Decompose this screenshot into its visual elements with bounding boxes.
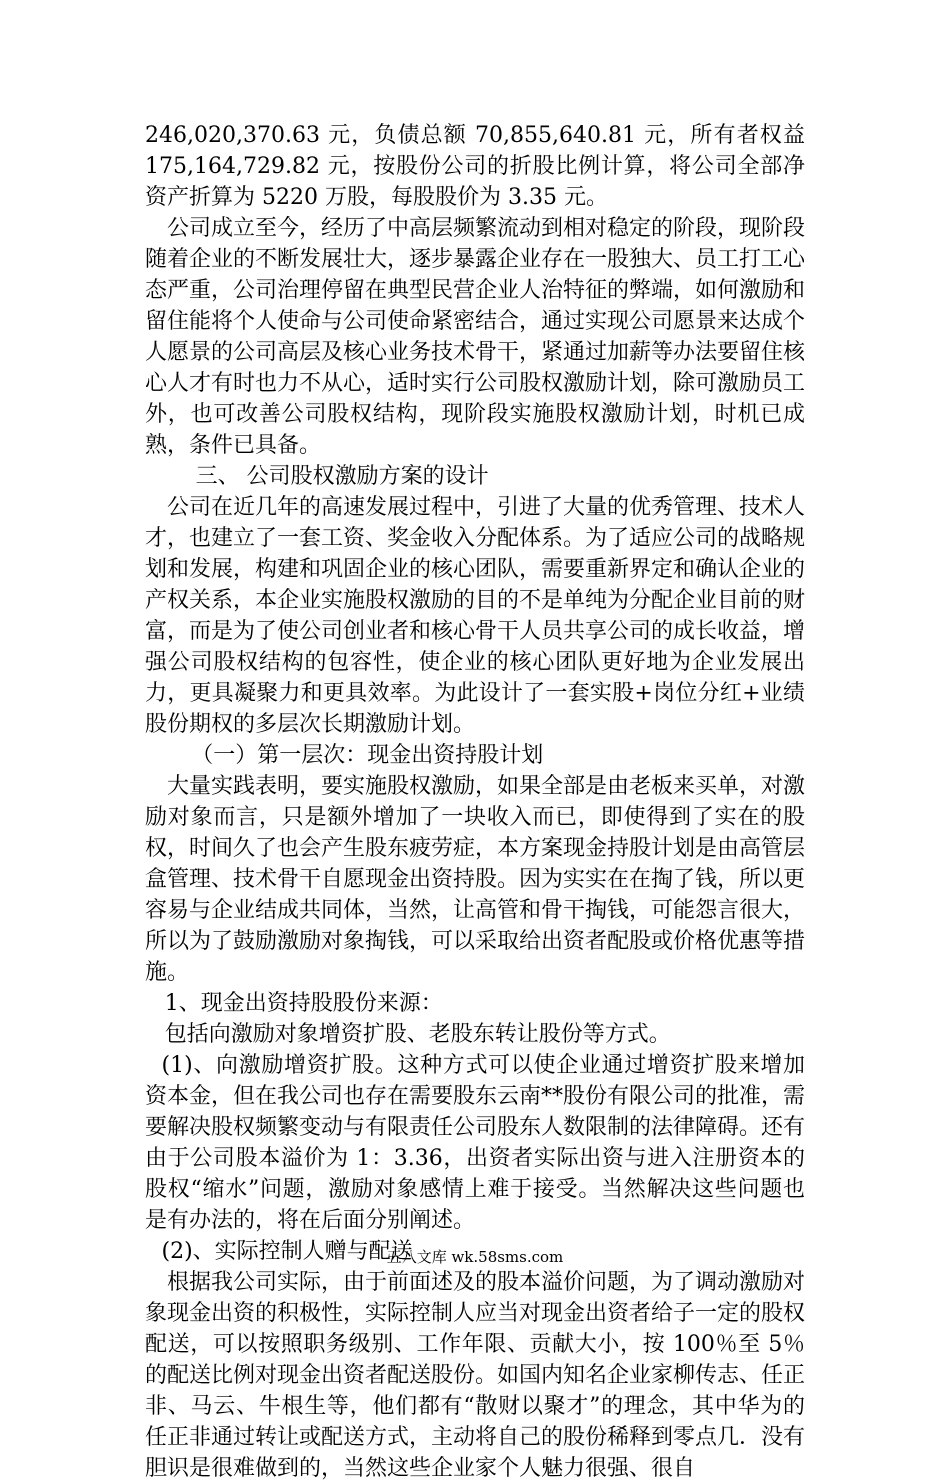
paragraph-capital-increase: (1)、向激励增资扩股。这种方式可以使企业通过增资扩股来增加资本金，但在我公司也存在需要股东云南**股份有限公司的批准，需要解决股权频繁变动与有限责任公司股东人数限制的法律障碍。还有由于公司股本溢价为 1：3.36，出资者实际出资与进入注册资本的股权“缩水”问题，激励对象感情上难于接受。当然解决这些问题也是有办法的，将在后面分别阐述。: [145, 1053, 806, 1233]
paragraph-equity-figures: 246,020,370.63 元，负债总额 70,855,640.81 元，所有者权益 175,164,729.82 元，按股份公司的折股比例计算，将公司全部净资产折算为 5220 万股，每股股价为 3.35 元。: [145, 123, 805, 210]
paragraph-background: 公司成立至今，经历了中高层频繁流动到相对稳定的阶段，现阶段随着企业的不断发展壮大，逐步暴露企业存在一股独大、员工打工心态严重，公司治理停留在典型民营企业人治特征的弊端，如何激励和留住能将个人使命与公司使命紧密结合，通过实现公司愿景来达成个人愿景的公司高层及核心业务技术骨干，紧通过加薪等办法要留住核心人才有时也力不从心，适时实行公司股权激励计划，除可激励员工外，也可改善公司股权结构，现阶段实施股权激励计划，时机已成熟，条件已具备。: [145, 216, 806, 458]
footer-watermark: 五八文库 wk.58sms.com: [386, 1248, 564, 1266]
paragraph-gift-allocation: 根据我公司实际，由于前面述及的股本溢价问题，为了调动激励对象现金出资的积极性，实际控制人应当对现金出资者给子一定的股权配送，可以按照职务级别、工作年限、贡献大小，按 100％至 5％的配送比例对现金出资者配送股份。如国内知名企业家柳传志、任正非、马云、牛根生等，他们都有“散财以聚才”的理念，其中华为的任正非通过转让或配送方式，主动将自己的股份稀释到零点几．没有胆识是很难做到的，当然这些企业家个人魅力很强、很自: [145, 1270, 806, 1481]
item-heading-1: 1、现金出资持股股份来源：: [164, 991, 443, 1016]
section-heading-3: 三、 公司股权激励方案的设计: [195, 464, 489, 489]
paragraph-cash-holding: 大量实践表明，要实施股权激励，如果全部是由老板来买单，对激励对象而言，只是额外增加了一块收入而已，即使得到了实在的股权，时间久了也会产生股东疲劳症，本方案现金持股计划是由高管层盒管理、技术骨干自愿现金出资持股。因为实实在在掏了钱，所以更容易与企业结成共同体，当然，让高管和骨干掏钱，可能怨言很大，所以为了鼓励激励对象掏钱，可以采取给出资者配股或价格优惠等措施。: [145, 774, 806, 985]
item-heading-2: (2)、实际控制人赠与配送: [161, 1239, 413, 1264]
paragraph-purpose: 公司在近几年的高速发展过程中，引进了大量的优秀管理、技术人才，也建立了一套工资、奖金收入分配体系。为了适应公司的战略规划和发展，构建和巩固企业的核心团队，需要重新界定和确认企业的产权关系，本企业实施股权激励的目的不是单纯为分配企业目前的财富，而是为了使公司创业者和核心骨干人员共享公司的成长收益，增强公司股权结构的包容性，使企业的核心团队更好地为企业发展出力，更具凝聚力和更具效率。为此设计了一套实股+岗位分红+业绩股份期权的多层次长期激励计划。: [145, 495, 806, 737]
subsection-heading-1: （一）第一层次：现金出资持股计划: [191, 743, 544, 768]
paragraph-share-source: 包括向激励对象增资扩股、老股东转让股份等方式。: [164, 1022, 671, 1047]
document-body: [145, 120, 805, 1484]
